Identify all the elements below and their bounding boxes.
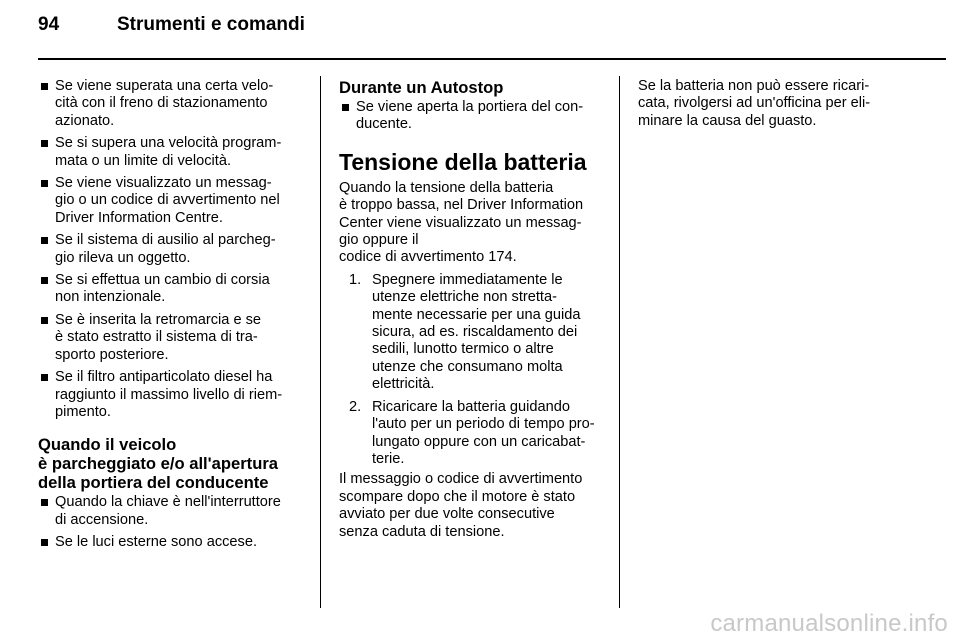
column-middle [339,78,611,541]
text-line: codice di avvertimento 174. [339,249,517,266]
text-line: Quando la tensione della batteria [339,179,554,196]
text-line: ducente. [356,116,412,133]
text-line: non intenzionale. [55,289,166,306]
text-line: gio o un codice di avvertimento nel [55,192,280,209]
text-line: di accensione. [55,511,149,528]
text-line: utenze che consumano molta [372,358,563,375]
battery-intro [339,180,611,267]
text-line: è troppo bassa, nel Driver Information [339,197,584,214]
text-line: lungato oppure con un caricabat- [372,433,586,450]
list-item [38,175,308,227]
text-line: avviato per due volte consecutive [339,506,555,523]
text-line: Il messaggio o codice di avvertimento [339,471,583,488]
list-item [38,369,308,421]
text-line: Quando la chiave è nell'interruttore [55,494,281,511]
text-line: senza caduta di tensione. [339,523,505,540]
list-item [38,232,308,267]
list-item [38,272,308,307]
list-item [38,494,308,529]
text-line: sedili, lunotto termico o altre [372,341,554,358]
text-line: Se il sistema di ausilio al parcheg- [55,232,276,249]
text-line: Se le luci esterne sono accese. [55,534,257,551]
text-line: sporto posteriore. [55,346,169,363]
section-heading-autostop: Durante un Autostop [339,78,504,97]
heading-line: Quando il veicolo [38,435,177,455]
heading-line: è parcheggiato e/o all'apertura [38,454,279,474]
header-divider [38,58,946,60]
list-item [38,135,308,170]
text-line: utenze elettriche non stretta- [372,289,557,306]
step-number: 2. [349,398,362,415]
text-line: cata, rivolgersi ad un'officina per eli- [638,95,871,112]
page-title: Strumenti e comandi [117,14,305,35]
column-left [38,78,308,557]
text-line: mata o un limite di velocità. [55,152,232,169]
text-line: Spegnere immediatamente le [372,271,563,288]
step-number: 1. [349,271,362,288]
section-heading-parked [38,435,308,492]
text-line: raggiunto il massimo livello di riem- [55,386,283,403]
list-item [339,99,611,134]
battery-outro [339,471,611,541]
heading-line: della portiera del conducente [38,473,269,493]
text-line: l'auto per un periodo di tempo pro- [372,416,595,433]
text-line: gio rileva un oggetto. [55,249,191,266]
bullet-list-warnings [38,78,308,421]
text-line: Se viene superata una certa velo- [55,78,274,94]
text-line: azionato. [55,112,115,129]
text-line: Se viene visualizzato un messag- [55,175,272,192]
watermark: carmanualsonline.info [710,610,948,637]
list-item [38,78,308,130]
text-line: gio oppure il [339,232,419,249]
recharge-paragraph [638,78,918,130]
text-line: minare la causa del guasto. [638,112,817,129]
text-line: Se il filtro antiparticolato diesel ha [55,369,273,386]
text-line: cità con il freno di stazionamento [55,95,268,112]
text-line: Ricaricare la batteria guidando [372,398,570,415]
text-line: Driver Information Centre. [55,209,223,226]
text-line: è stato estratto il sistema di tra- [55,329,258,346]
section-heading-battery: Tensione della batteria [339,148,587,175]
list-item [38,534,308,551]
text-line: Se viene aperta la portiera del con- [356,99,584,115]
column-right [638,78,918,130]
list-item [38,312,308,364]
numbered-step [339,399,611,469]
text-line: Se si supera una velocità program- [55,135,282,152]
text-line: scompare dopo che il motore è stato [339,488,576,505]
bullet-list-parked [38,494,308,551]
text-line: terie. [372,450,405,467]
text-line: Se è inserita la retromarcia e se [55,311,262,328]
page-number: 94 [38,14,60,35]
text-line: Se la batteria non può essere ricari- [638,78,870,94]
text-line: sicura, ad es. riscaldamento dei [372,324,578,341]
text-line: Se si effettua un cambio di corsia [55,272,270,289]
column-divider-2 [619,76,620,608]
text-line: elettricità. [372,376,435,393]
text-line: pimento. [55,403,111,420]
numbered-step [339,272,611,394]
column-divider-1 [320,76,321,608]
text-line: Center viene visualizzato un messag- [339,214,582,231]
text-line: mente necessarie per una guida [372,306,581,323]
